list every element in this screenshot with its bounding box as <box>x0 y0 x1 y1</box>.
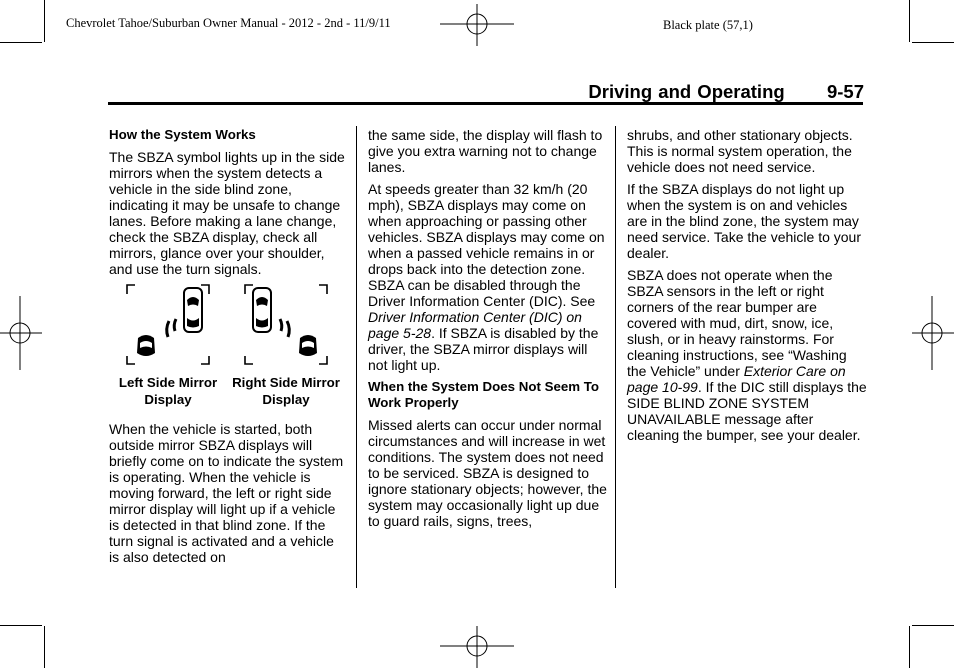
cross-reference: Exterior Care on page 10-99 <box>627 363 846 395</box>
column-2 <box>368 127 608 535</box>
registration-mark-icon <box>440 626 514 668</box>
right-display-caption: Right Side Mirror Display <box>232 375 340 407</box>
crop-mark <box>909 626 910 668</box>
crop-mark <box>909 0 910 42</box>
cross-reference: Driver Information Center (DIC) on page 5-28 <box>368 309 582 341</box>
header-rule <box>108 102 863 105</box>
crop-mark <box>912 625 954 626</box>
paragraph: The SBZA symbol lights up in the side mirrors when the system detects a vehicle in the side blind zone, indicating it may be unsafe to change lanes. Before making a lane change, check the SBZA display, check all mirrors, glance over your shoulder, and use the turn signals. <box>109 149 345 277</box>
paragraph: Missed alerts can occur under normal circumstances and will increase in wet conditions. The system does not need to be serviced. SBZA is designed to ignore stationary objects; however, the system may occasionally light up due to guard rails, signs, trees, <box>368 417 607 529</box>
sbza-left-mirror-icon <box>118 281 218 371</box>
paragraph: the same side, the display will flash to give you extra warning not to change lanes. <box>368 127 603 175</box>
column-3 <box>627 127 867 449</box>
column-divider <box>356 126 357 588</box>
column-1-lower <box>109 421 347 571</box>
paragraph <box>368 181 608 373</box>
crop-mark <box>0 42 42 43</box>
paragraph: shrubs, and other stationary objects. This is normal system operation, the vehicle does not need service. <box>627 127 853 175</box>
section-title: Driving and Operating <box>588 81 785 102</box>
column-1 <box>109 127 347 283</box>
section-heading: When the System Does Not Seem To Work Properly <box>368 379 600 410</box>
page-number: 9-57 <box>826 81 864 102</box>
paragraph-text: At speeds greater than 32 km/h (20 mph), SBZA displays may come on when approaching or passing other vehicles. SBZA displays may come on when a passed vehicle remains in or drops back into the detection zone. SBZA can be disabled through the Driver Information Center (DIC). See <box>368 181 605 309</box>
paragraph-text: . If the DIC still displays the SIDE BLIND ZONE SYSTEM UNAVAILABLE message after cleaning the bumper, see your dealer. <box>627 379 867 443</box>
page-header <box>588 81 864 103</box>
paragraph <box>627 267 867 443</box>
sbza-right-mirror-icon <box>236 281 336 371</box>
section-heading: How the System Works <box>109 127 256 142</box>
registration-mark-icon <box>0 296 42 370</box>
crop-mark <box>44 626 45 668</box>
paragraph-text: SBZA does not operate when the SBZA sensors in the left or right corners of the rear bumper are covered with mud, dirt, snow, ice, slush, or in heavy rainstorms. For cleaning instructions, see “Washing the Vehicle” under <box>627 267 847 379</box>
column-divider <box>615 126 616 588</box>
registration-mark-icon <box>912 296 954 370</box>
left-display-caption: Left Side Mirror Display <box>118 375 218 407</box>
crop-mark <box>912 42 954 43</box>
paragraph: When the vehicle is started, both outside mirror SBZA displays will briefly come on to indicate the system is operating. When the vehicle is moving forward, the left or right side mirror display will light up if a vehicle is detected in that blind zone. If the turn signal is activated and a vehicle is also detected on <box>109 421 344 565</box>
manual-info: Chevrolet Tahoe/Suburban Owner Manual - 2012 - 2nd - 11/9/11 <box>66 16 391 30</box>
registration-mark-icon <box>440 4 514 46</box>
plate-info: Black plate (57,1) <box>663 18 753 32</box>
crop-mark <box>44 0 45 42</box>
paragraph: If the SBZA displays do not light up when the system is on and vehicles are in the blind zone, the system may need service. Take the vehicle to your dealer. <box>627 181 861 261</box>
paragraph-text: . If SBZA is disabled by the driver, the SBZA mirror displays will not light up. <box>368 325 599 373</box>
crop-mark <box>0 625 42 626</box>
